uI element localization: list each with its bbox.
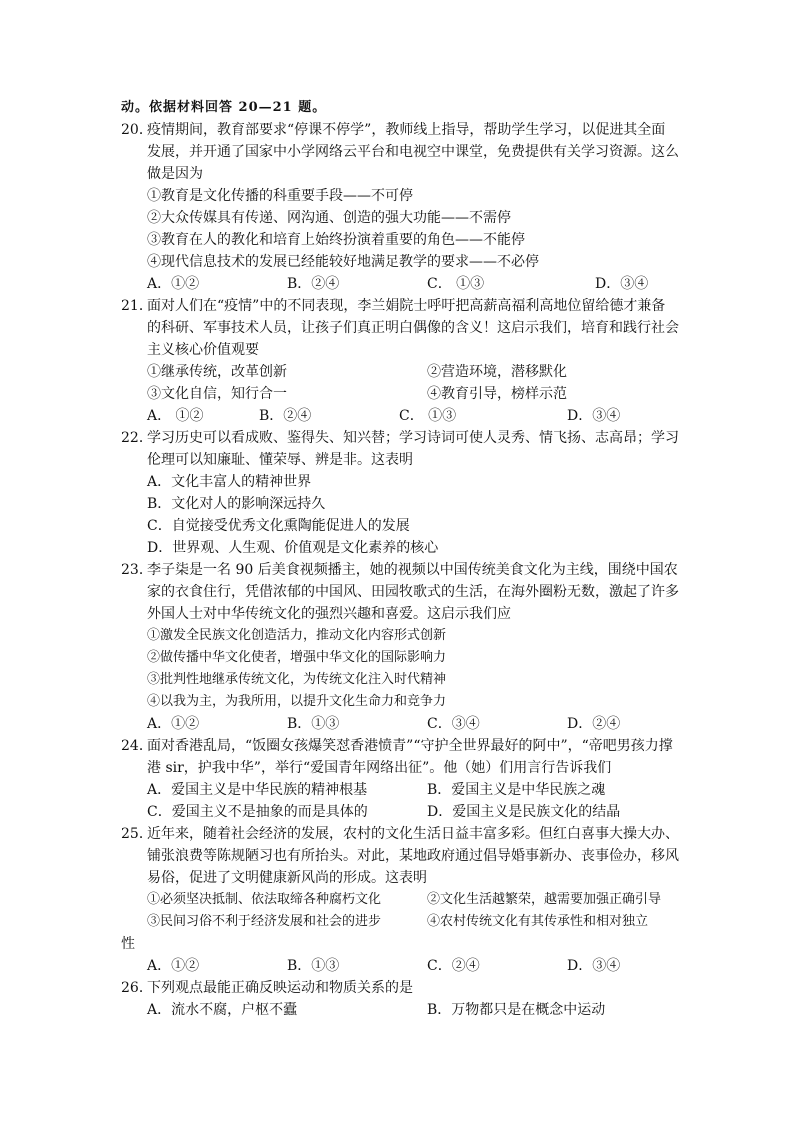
statement-item-wrap: 性 bbox=[121, 936, 135, 952]
option-d: D．③④ bbox=[595, 276, 649, 292]
question-stem: 学习历史可以看成败、鉴得失、知兴替；学习诗词可使人灵秀、情飞扬、志高昂；学习 bbox=[147, 430, 679, 446]
question-number: 20． bbox=[121, 122, 153, 138]
question-stem: 面对人们在“疫情”中的不同表现，李兰娟院士呼吁把高薪高福利高地位留给德才兼备 bbox=[147, 298, 666, 314]
statement-item: ④教育引导，榜样示范 bbox=[427, 386, 567, 402]
option-b: B．爱国主义是中华民族之魂 bbox=[427, 782, 606, 798]
option-c: C．③④ bbox=[427, 716, 480, 732]
question-number: 21． bbox=[121, 298, 153, 314]
option-d: D．②④ bbox=[567, 716, 621, 732]
question-stem: 的科研、军事技术人员，让孩子们真正明白偶像的含义！这启示我们，培育和践行社会 bbox=[147, 320, 679, 336]
option-c: C． ①③ bbox=[399, 408, 457, 424]
question-stem: 面对香港乱局，“饭圈女孩爆笑怼香港愤青”“守护全世界最好的阿中”，“帝吧男孩力撑 bbox=[147, 738, 673, 754]
option-c: C．自觉接受优秀文化熏陶能促进人的发展 bbox=[147, 518, 410, 534]
option-b: B．②④ bbox=[287, 276, 340, 292]
option-c: C．②④ bbox=[427, 958, 480, 974]
statement-item: ①继承传统，改革创新 bbox=[147, 364, 287, 380]
statement-item: ①必须坚决抵制、依法取缔各种腐朽文化 bbox=[147, 892, 382, 907]
question-stem: 家的衣食住行，凭借浓郁的中国风、田园牧歌式的生活，在海外圈粉无数，激起了许多 bbox=[147, 584, 679, 600]
question-stem: 疫情期间，教育部要求“停课不停学”，教师线上指导，帮助学生学习，以促进其全面 bbox=[147, 122, 666, 138]
option-a: A．文化丰富人的精神世界 bbox=[147, 474, 312, 490]
option-d: D．世界观、人生观、价值观是文化素养的核心 bbox=[147, 540, 439, 556]
statement-item: ③文化自信，知行合一 bbox=[147, 386, 287, 402]
statement-item: ①教育是文化传播的科重要手段——不可停 bbox=[147, 188, 413, 204]
question-stem: 发展，并开通了国家中小学网络云平台和电视空中课堂，免费提供有关学习资源。这么 bbox=[147, 144, 679, 160]
option-a: A． ①② bbox=[147, 408, 204, 424]
question-stem: 易俗，促进了文明健康新风尚的形成。这表明 bbox=[147, 870, 427, 886]
statement-item: ③教育在人的教化和培育上始终扮演着重要的角色——不能停 bbox=[147, 232, 525, 248]
option-d: D．③④ bbox=[567, 958, 621, 974]
option-b: B．万物都只是在概念中运动 bbox=[427, 1002, 606, 1018]
statement-item: ①激发全民族文化创造活力，推动文化内容形式创新 bbox=[147, 628, 447, 643]
option-b: B．②④ bbox=[259, 408, 312, 424]
question-stem: 伦理可以知廉耻、懂荣辱、辨是非。这表明 bbox=[147, 452, 413, 468]
question-number: 25． bbox=[121, 826, 153, 842]
option-a: A．①② bbox=[147, 958, 200, 974]
statement-item: ④现代信息技术的发展已经能较好地满足教学的要求——不必停 bbox=[147, 254, 539, 270]
question-stem: 港 sir，护我中华”，举行“爱国青年网络出征”。他（她）们用言行告诉我们 bbox=[147, 760, 612, 776]
statement-item: ②大众传媒具有传递、网沟通、创造的强大功能——不需停 bbox=[147, 210, 511, 226]
question-stem: 李子柒是一名 90 后美食视频播主，她的视频以中国传统美食文化为主线，围绕中国农 bbox=[147, 562, 678, 578]
statement-item: ②做传播中华文化使者，增强中华文化的国际影响力 bbox=[147, 650, 447, 665]
question-stem: 外国人士对中华传统文化的强烈兴趣和喜爱。这启示我们应 bbox=[147, 606, 511, 622]
statement-item: ④农村传统文化有其传承性和相对独立 bbox=[427, 914, 649, 929]
option-a: A．①② bbox=[147, 276, 200, 292]
intro-line: 动。依据材料回答 20—21 题。 bbox=[121, 100, 327, 115]
option-b: B．①③ bbox=[287, 958, 340, 974]
question-stem: 做是因为 bbox=[147, 166, 203, 182]
question-number: 26． bbox=[121, 980, 153, 996]
question-stem: 近年来，随着社会经济的发展，农村的文化生活日益丰富多彩。但红白喜事大操大办、 bbox=[147, 826, 679, 842]
question-number: 23． bbox=[121, 562, 153, 578]
question-number: 24． bbox=[121, 738, 153, 754]
question-stem: 主义核心价值观要 bbox=[147, 342, 259, 358]
statement-item: ③民间习俗不利于经济发展和社会的进步 bbox=[147, 914, 382, 929]
question-stem: 铺张浪费等陈规陋习也有所抬头。对此，某地政府通过倡导婚事新办、丧事俭办，移风 bbox=[147, 848, 679, 864]
statement-item: ②文化生活越繁荣，越需要加强正确引导 bbox=[427, 892, 662, 907]
option-b: B．文化对人的影响深远持久 bbox=[147, 496, 326, 512]
option-a: A．爱国主义是中华民族的精神根基 bbox=[147, 782, 368, 798]
option-c: C． ①③ bbox=[427, 276, 485, 292]
question-number: 22． bbox=[121, 430, 153, 446]
option-a: A．①② bbox=[147, 716, 200, 732]
statement-item: ④以我为主，为我所用，以提升文化生命力和竞争力 bbox=[147, 694, 447, 709]
question-stem: 下列观点最能正确反映运动和物质关系的是 bbox=[147, 980, 413, 996]
option-a: A．流水不腐，户枢不蠹 bbox=[147, 1002, 298, 1018]
option-b: B．①③ bbox=[287, 716, 340, 732]
option-d: D．③④ bbox=[567, 408, 621, 424]
option-c: C．爱国主义不是抽象的而是具体的 bbox=[147, 804, 368, 820]
statement-item: ③批判性地继承传统文化，为传统文化注入时代精神 bbox=[147, 672, 447, 687]
option-d: D．爱国主义是民族文化的结晶 bbox=[427, 804, 621, 820]
statement-item: ②营造环境，潜移默化 bbox=[427, 364, 567, 380]
